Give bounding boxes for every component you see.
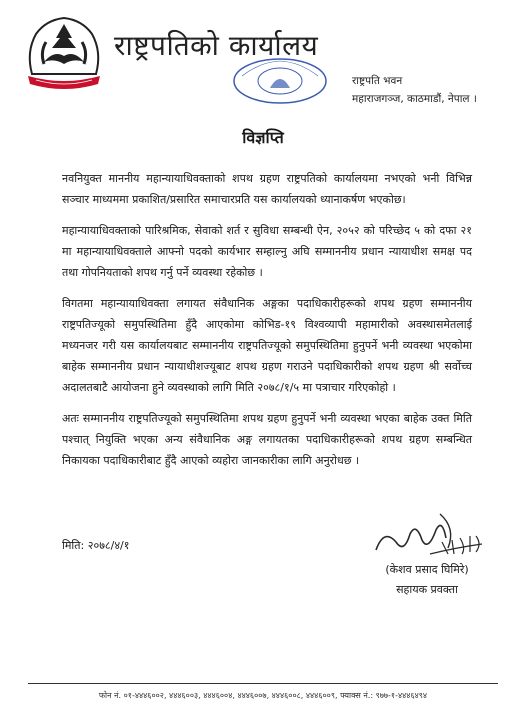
office-seal-icon (230, 56, 330, 106)
address-line-2: महाराजगञ्ज, काठमाडौं, नेपाल । (352, 93, 477, 105)
signatory-block (372, 560, 482, 600)
footer-contact: फोन नं. ०१-४४४६००२, ४४४६००३, ४४४६००४, ४४४६००७, ४४४६००८, ४४४६००९, फ्याक्स नं.: ९७७-१-४४४६४९४ (98, 691, 428, 700)
notice-body (62, 168, 472, 481)
notice-paragraph-3: विगतमा महान्यायाधिवक्ता लगायत संवैधानिक अङ्गका पदाधिकारीहरूको शपथ ग्रहण सम्माननीय राष्ट्रपतिज्यूको समुपस्थितिमा हुँदै आएकोमा कोभिड-१९ विश्वव्यापी महामारीको अवस्थासमेतलाई मध्यनजर गरी यस कार्यालयबाट सम्माननीय राष्ट्रपतिज्यूको समुपस्थितिमा हुनुपर्ने भनी व्यवस्था भएकोमा बाहेक सम्माननीय प्रधान न्यायाधीशज्यूबाट शपथ ग्रहण गराउने पदाधिकारीको शपथ ग्रहण श्री सर्वोच्च अदालतबाटै आयोजना हुने व्यवस्थाको लागि मिति २०७८/१/५ मा पत्राचार गरिएकोहो । (62, 297, 472, 394)
notice-title: विज्ञप्ति (242, 128, 284, 147)
notice-paragraph-1: नवनियुक्त माननीय महान्यायाधिवक्ताको शपथ ग्रहण राष्ट्रपतिको कार्यालयमा नभएको भनी विभिन्न सञ्चार माध्यममा प्रकाशित/प्रसारित समाचारप्रति यस कार्यालयको ध्यानाकर्षण भएकोछ। (62, 172, 472, 206)
office-name: राष्ट्रपतिको कार्यालय (114, 29, 319, 62)
signatory-designation: सहायक प्रवक्ता (396, 583, 458, 596)
address-line-1: राष्ट्रपति भवन (352, 75, 403, 87)
notice-date: मिति: २०७८/४/१ (62, 539, 130, 552)
nepal-emblem-icon (22, 12, 106, 92)
footer-divider (28, 683, 498, 684)
signatory-name: (केशव प्रसाद घिमिरे) (385, 563, 469, 576)
handwritten-signature (370, 508, 490, 568)
notice-paragraph-2: महान्यायाधिवक्ताको पारिश्रमिक, सेवाको शर्त र सुविधा सम्बन्धी ऐन, २०५२ को परिच्छेद ५ को दफा २१ मा महान्यायाधिवक्ताले आफ्नो पदको कार्यभार सम्हाल्नु अघि सम्माननीय प्रधान न्यायाधीश समक्ष पद तथा गोपनियताको शपथ गर्नु पर्ने व्यवस्था रहेकोछ । (62, 224, 472, 279)
office-address (352, 72, 477, 108)
notice-paragraph-4: अतः सम्माननीय राष्ट्रपतिज्यूको समुपस्थितिमा शपथ ग्रहण हुनुपर्ने भनी व्यवस्था भएका बाहेक उक्त मिति पश्चात् नियुक्ति भएका अन्य संवैधानिक अङ्ग लगायतका पदाधिकारीहरूको शपथ ग्रहण सम्बन्धित निकायका पदाधिकारीबाट हुँदै आएको व्यहोरा जानकारीका लागि अनुरोधछ । (62, 412, 472, 467)
